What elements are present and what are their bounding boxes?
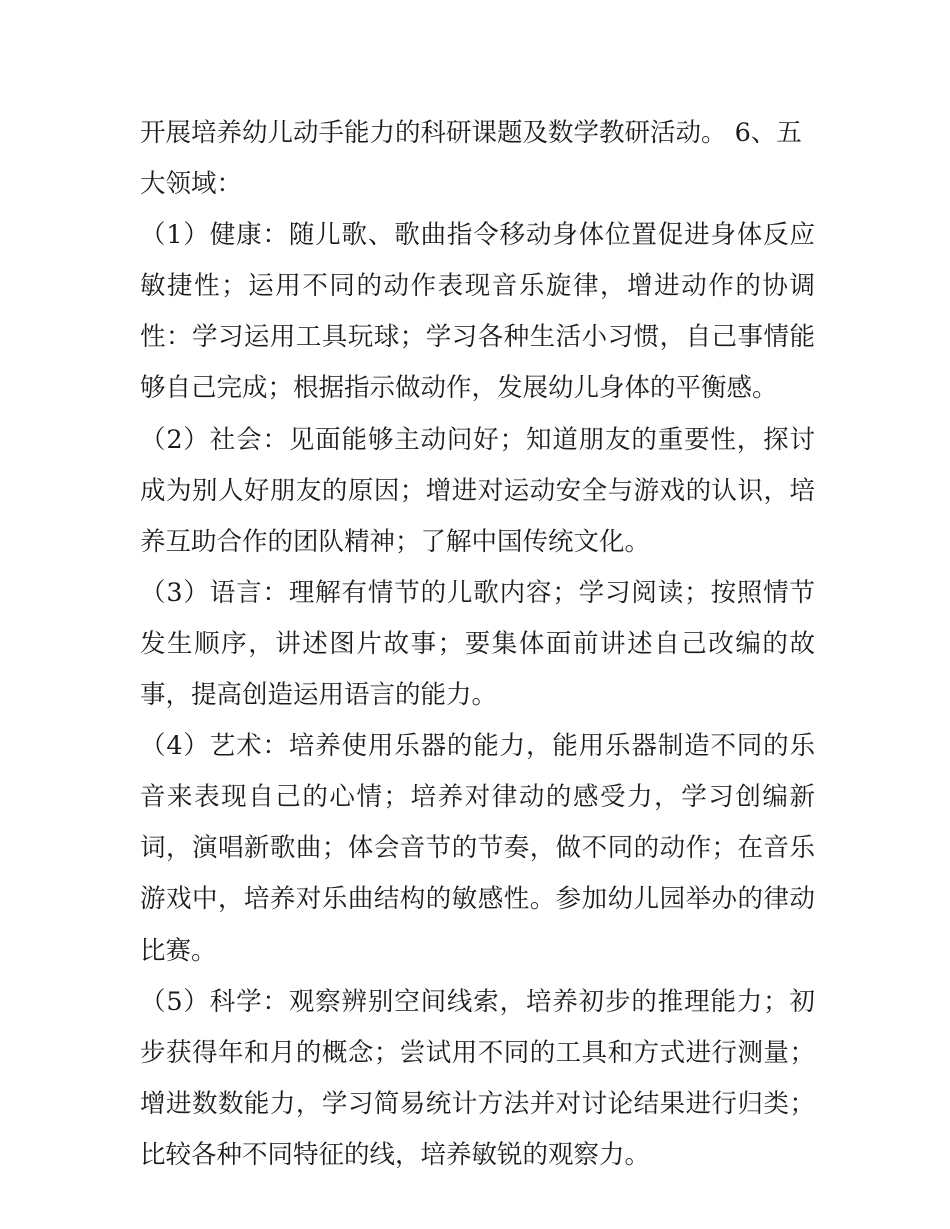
document-body [140, 108, 815, 1181]
paragraph-society: （2）社会：见面能够主动问好；知道朋友的重要性，探讨成为别人好朋友的原因；增进对运动安全与游戏的认识，培养互助合作的团队精神；了解中国传统文化。 [140, 424, 815, 557]
paragraph-art: （4）艺术：培养使用乐器的能力，能用乐器制造不同的乐音来表现自己的心情；培养对律动的感受力，学习创编新词，演唱新歌曲；体会音节的节奏，做不同的动作；在音乐游戏中，培养对乐曲结构的敏感性。参加幼儿园举办的律动比赛。 [140, 731, 815, 966]
paragraph-health: （1）健康：随儿歌、歌曲指令移动身体位置促进身体反应敏捷性；运用不同的动作表现音乐旋律，增进动作的协调性：学习运用工具玩球；学习各种生活小习惯，自己事情能够自己完成；根据指示做动作，发展幼儿身体的平衡感。 [140, 220, 815, 404]
paragraph-language: （3）语言：理解有情节的儿歌内容；学习阅读；按照情节发生顺序，讲述图片故事；要集体面前讲述自己改编的故事，提高创造运用语言的能力。 [140, 577, 815, 711]
paragraph-science: （5）科学：观察辨别空间线索，培养初步的推理能力；初步获得年和月的概念；尝试用不同的工具和方式进行测量；增进数数能力，学习简易统计方法并对讨论结果进行归类；比较各种不同特征的线，培养敏锐的观察力。 [140, 986, 815, 1170]
paragraph-intro: 开展培养幼儿动手能力的科研课题及数学教研活动。 6、五大领域： [140, 118, 802, 200]
